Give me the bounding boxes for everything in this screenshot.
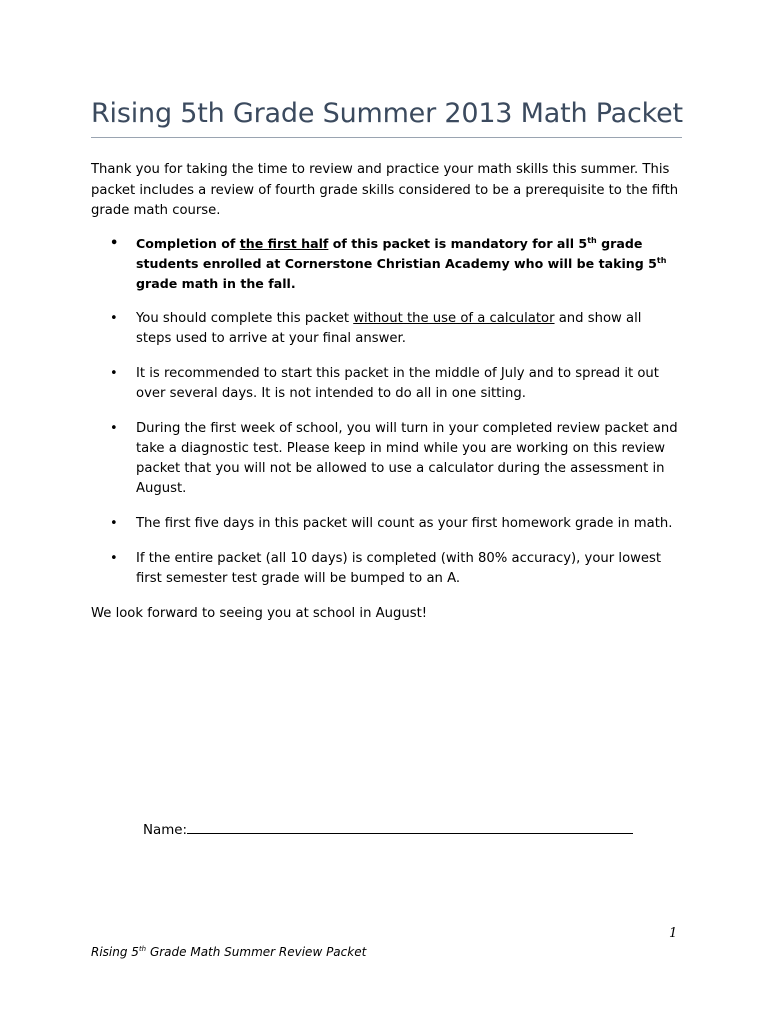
list-item-text: of this packet is mandatory for all 5 bbox=[328, 236, 588, 251]
bullet-icon: • bbox=[110, 311, 118, 326]
footer-text: Grade Math Summer Review Packet bbox=[146, 945, 367, 959]
list-item-calculator bbox=[110, 309, 678, 349]
name-label: Name: bbox=[143, 823, 188, 838]
list-item-text: You should complete this packet bbox=[136, 311, 354, 326]
list-item-text: The first five days in this packet will count as your first homework grade in math. bbox=[136, 516, 673, 531]
instruction-list bbox=[110, 234, 678, 604]
list-item-text: Completion of bbox=[136, 236, 240, 251]
bullet-icon: • bbox=[110, 366, 118, 381]
name-field bbox=[143, 819, 633, 841]
list-item-text: and show all steps used to arrive at your final answer. bbox=[136, 311, 642, 346]
intro-paragraph: Thank you for taking the time to review and practice your math skills this summer. This packet includes a review of fourth grade skills considered to be a prerequisite to the fifth grade math course. bbox=[91, 162, 679, 218]
list-item-schedule bbox=[110, 364, 678, 404]
bullet-icon: • bbox=[110, 236, 119, 251]
page-number: 1 bbox=[669, 926, 678, 941]
name-blank-line bbox=[187, 819, 633, 834]
list-item-reward bbox=[110, 549, 678, 589]
list-item-diagnostic bbox=[110, 419, 678, 499]
list-item-text: If the entire packet (all 10 days) is completed (with 80% accuracy), your lowest first semester test grade will be bumped to an A. bbox=[136, 551, 662, 586]
page-footer bbox=[91, 942, 366, 962]
page-title: Rising 5th Grade Summer 2013 Math Packet bbox=[91, 98, 683, 129]
list-item-homework bbox=[110, 514, 678, 534]
list-item-text: During the first week of school, you will turn in your completed review packet and take a diagnostic test. Please keep in mind while you are working on this review packet that you will not be allowed to use a calculator during the assessment in August. bbox=[136, 421, 678, 496]
bullet-icon: • bbox=[110, 421, 118, 436]
superscript: th bbox=[656, 255, 667, 265]
list-item-text: grade students enrolled at Cornerstone Christian Academy who will be taking 5 bbox=[136, 236, 657, 271]
list-item-text: grade math in the fall. bbox=[136, 276, 296, 291]
bullet-icon: • bbox=[110, 516, 118, 531]
list-item-mandatory bbox=[110, 234, 678, 294]
underlined-text: without the use of a calculator bbox=[353, 311, 555, 326]
bullet-icon: • bbox=[110, 551, 118, 566]
list-item-text: It is recommended to start this packet in the middle of July and to spread it out over several days. It is not intended to do all in one sitting. bbox=[136, 366, 659, 401]
closing-line: We look forward to seeing you at school in August! bbox=[91, 606, 428, 621]
underlined-text: the first half bbox=[239, 236, 329, 251]
superscript: th bbox=[587, 235, 597, 245]
footer-text: Rising 5 bbox=[91, 945, 139, 959]
superscript: th bbox=[138, 945, 147, 953]
title-divider bbox=[91, 137, 682, 138]
